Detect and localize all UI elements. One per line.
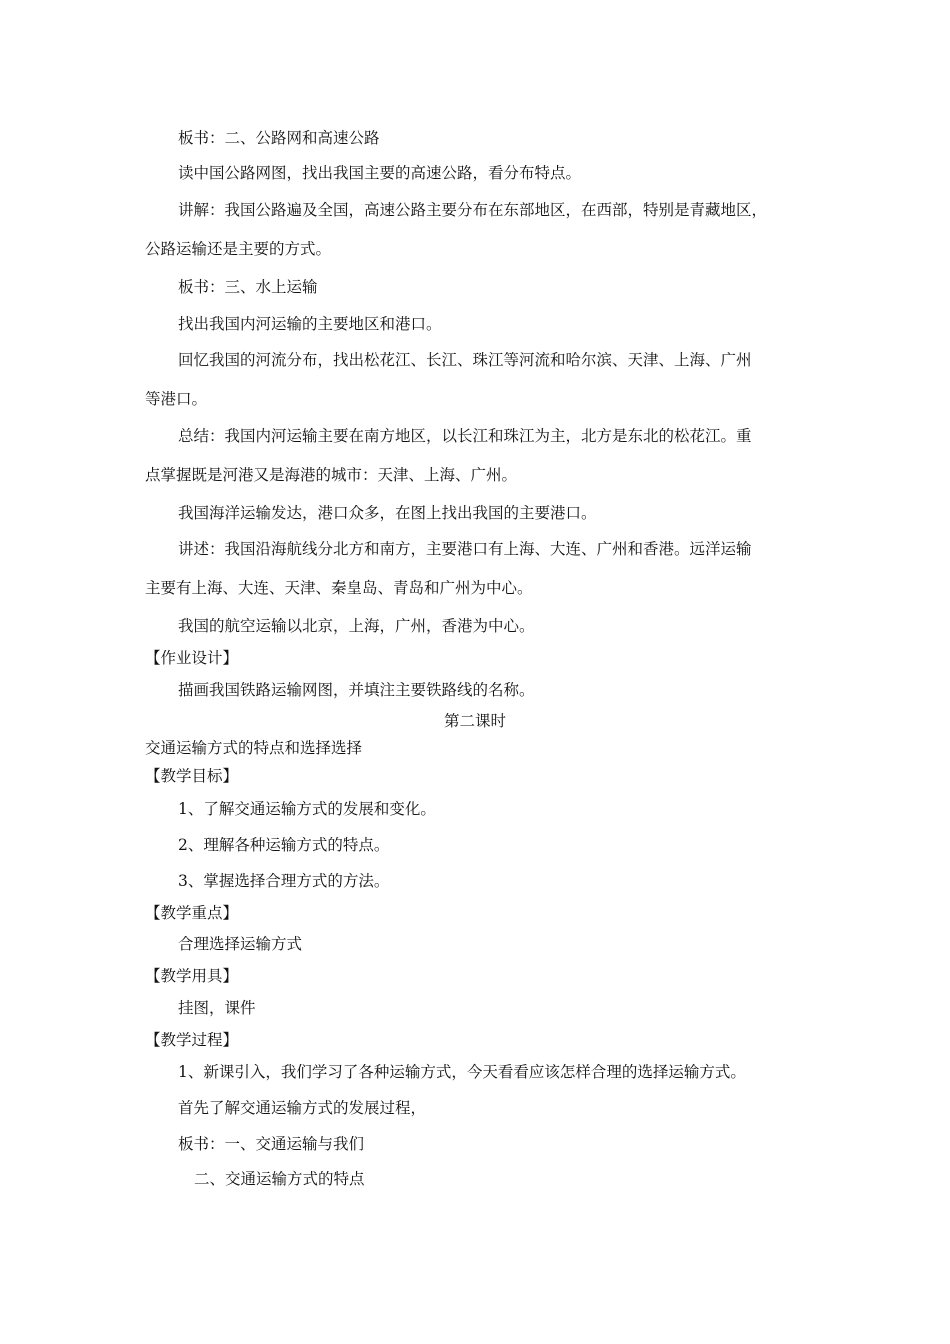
paragraph-line: 总结：我国内河运输主要在南方地区，以长江和珠江为主，北方是东北的松花江。重 bbox=[178, 427, 752, 445]
lesson-title: 第二课时 bbox=[443, 712, 506, 730]
section-heading-objectives: 【教学目标】 bbox=[145, 767, 239, 785]
paragraph-line: 讲述：我国沿海航线分北方和南方，主要港口有上海、大连、广州和香港。远洋运输 bbox=[178, 540, 752, 558]
board-note-highway: 板书：二、公路网和高速公路 bbox=[178, 129, 380, 147]
objective-item: 1、了解交通运输方式的发展和变化。 bbox=[178, 800, 436, 818]
lesson-topic: 交通运输方式的特点和选择选择 bbox=[145, 739, 363, 757]
board-note-water-transport: 板书：三、水上运输 bbox=[178, 278, 318, 296]
paragraph-line: 讲解：我国公路遍及全国，高速公路主要分布在东部地区，在西部，特别是青藏地区， bbox=[178, 201, 768, 219]
board-note-features: 二、交通运输方式的特点 bbox=[194, 1170, 365, 1188]
paragraph-line: 主要有上海、大连、天津、秦皇岛、青岛和广州为中心。 bbox=[145, 579, 533, 597]
paragraph-line: 挂图，课件 bbox=[178, 999, 256, 1017]
paragraph-line: 我国海洋运输发达，港口众多，在图上找出我国的主要港口。 bbox=[178, 504, 597, 522]
paragraph-line: 我国的航空运输以北京，上海，广州，香港为中心。 bbox=[178, 617, 535, 635]
section-heading-tools: 【教学用具】 bbox=[145, 967, 239, 985]
board-note-transport: 板书：一、交通运输与我们 bbox=[178, 1135, 365, 1153]
paragraph-line: 首先了解交通运输方式的发展过程， bbox=[178, 1099, 427, 1117]
paragraph-line: 公路运输还是主要的方式。 bbox=[145, 240, 332, 258]
paragraph-line: 描画我国铁路运输网图，并填注主要铁路线的名称。 bbox=[178, 681, 535, 699]
objective-item: 2、理解各种运输方式的特点。 bbox=[178, 836, 390, 854]
paragraph-line: 读中国公路网图，找出我国主要的高速公路，看分布特点。 bbox=[178, 164, 582, 182]
paragraph-line: 找出我国内河运输的主要地区和港口。 bbox=[178, 315, 442, 333]
paragraph-line: 回忆我国的河流分布，找出松花江、长江、珠江等河流和哈尔滨、天津、上海、广州 bbox=[178, 351, 752, 369]
section-heading-key-points: 【教学重点】 bbox=[145, 904, 239, 922]
section-heading-process: 【教学过程】 bbox=[145, 1031, 239, 1049]
paragraph-line: 1、新课引入，我们学习了各种运输方式，今天看看应该怎样合理的选择运输方式。 bbox=[178, 1063, 746, 1081]
paragraph-line: 合理选择运输方式 bbox=[178, 935, 303, 953]
objective-item: 3、掌握选择合理方式的方法。 bbox=[178, 872, 390, 890]
section-heading-homework: 【作业设计】 bbox=[145, 649, 239, 667]
paragraph-line: 点掌握既是河港又是海港的城市：天津、上海、广州。 bbox=[145, 466, 518, 484]
paragraph-line: 等港口。 bbox=[145, 390, 208, 408]
